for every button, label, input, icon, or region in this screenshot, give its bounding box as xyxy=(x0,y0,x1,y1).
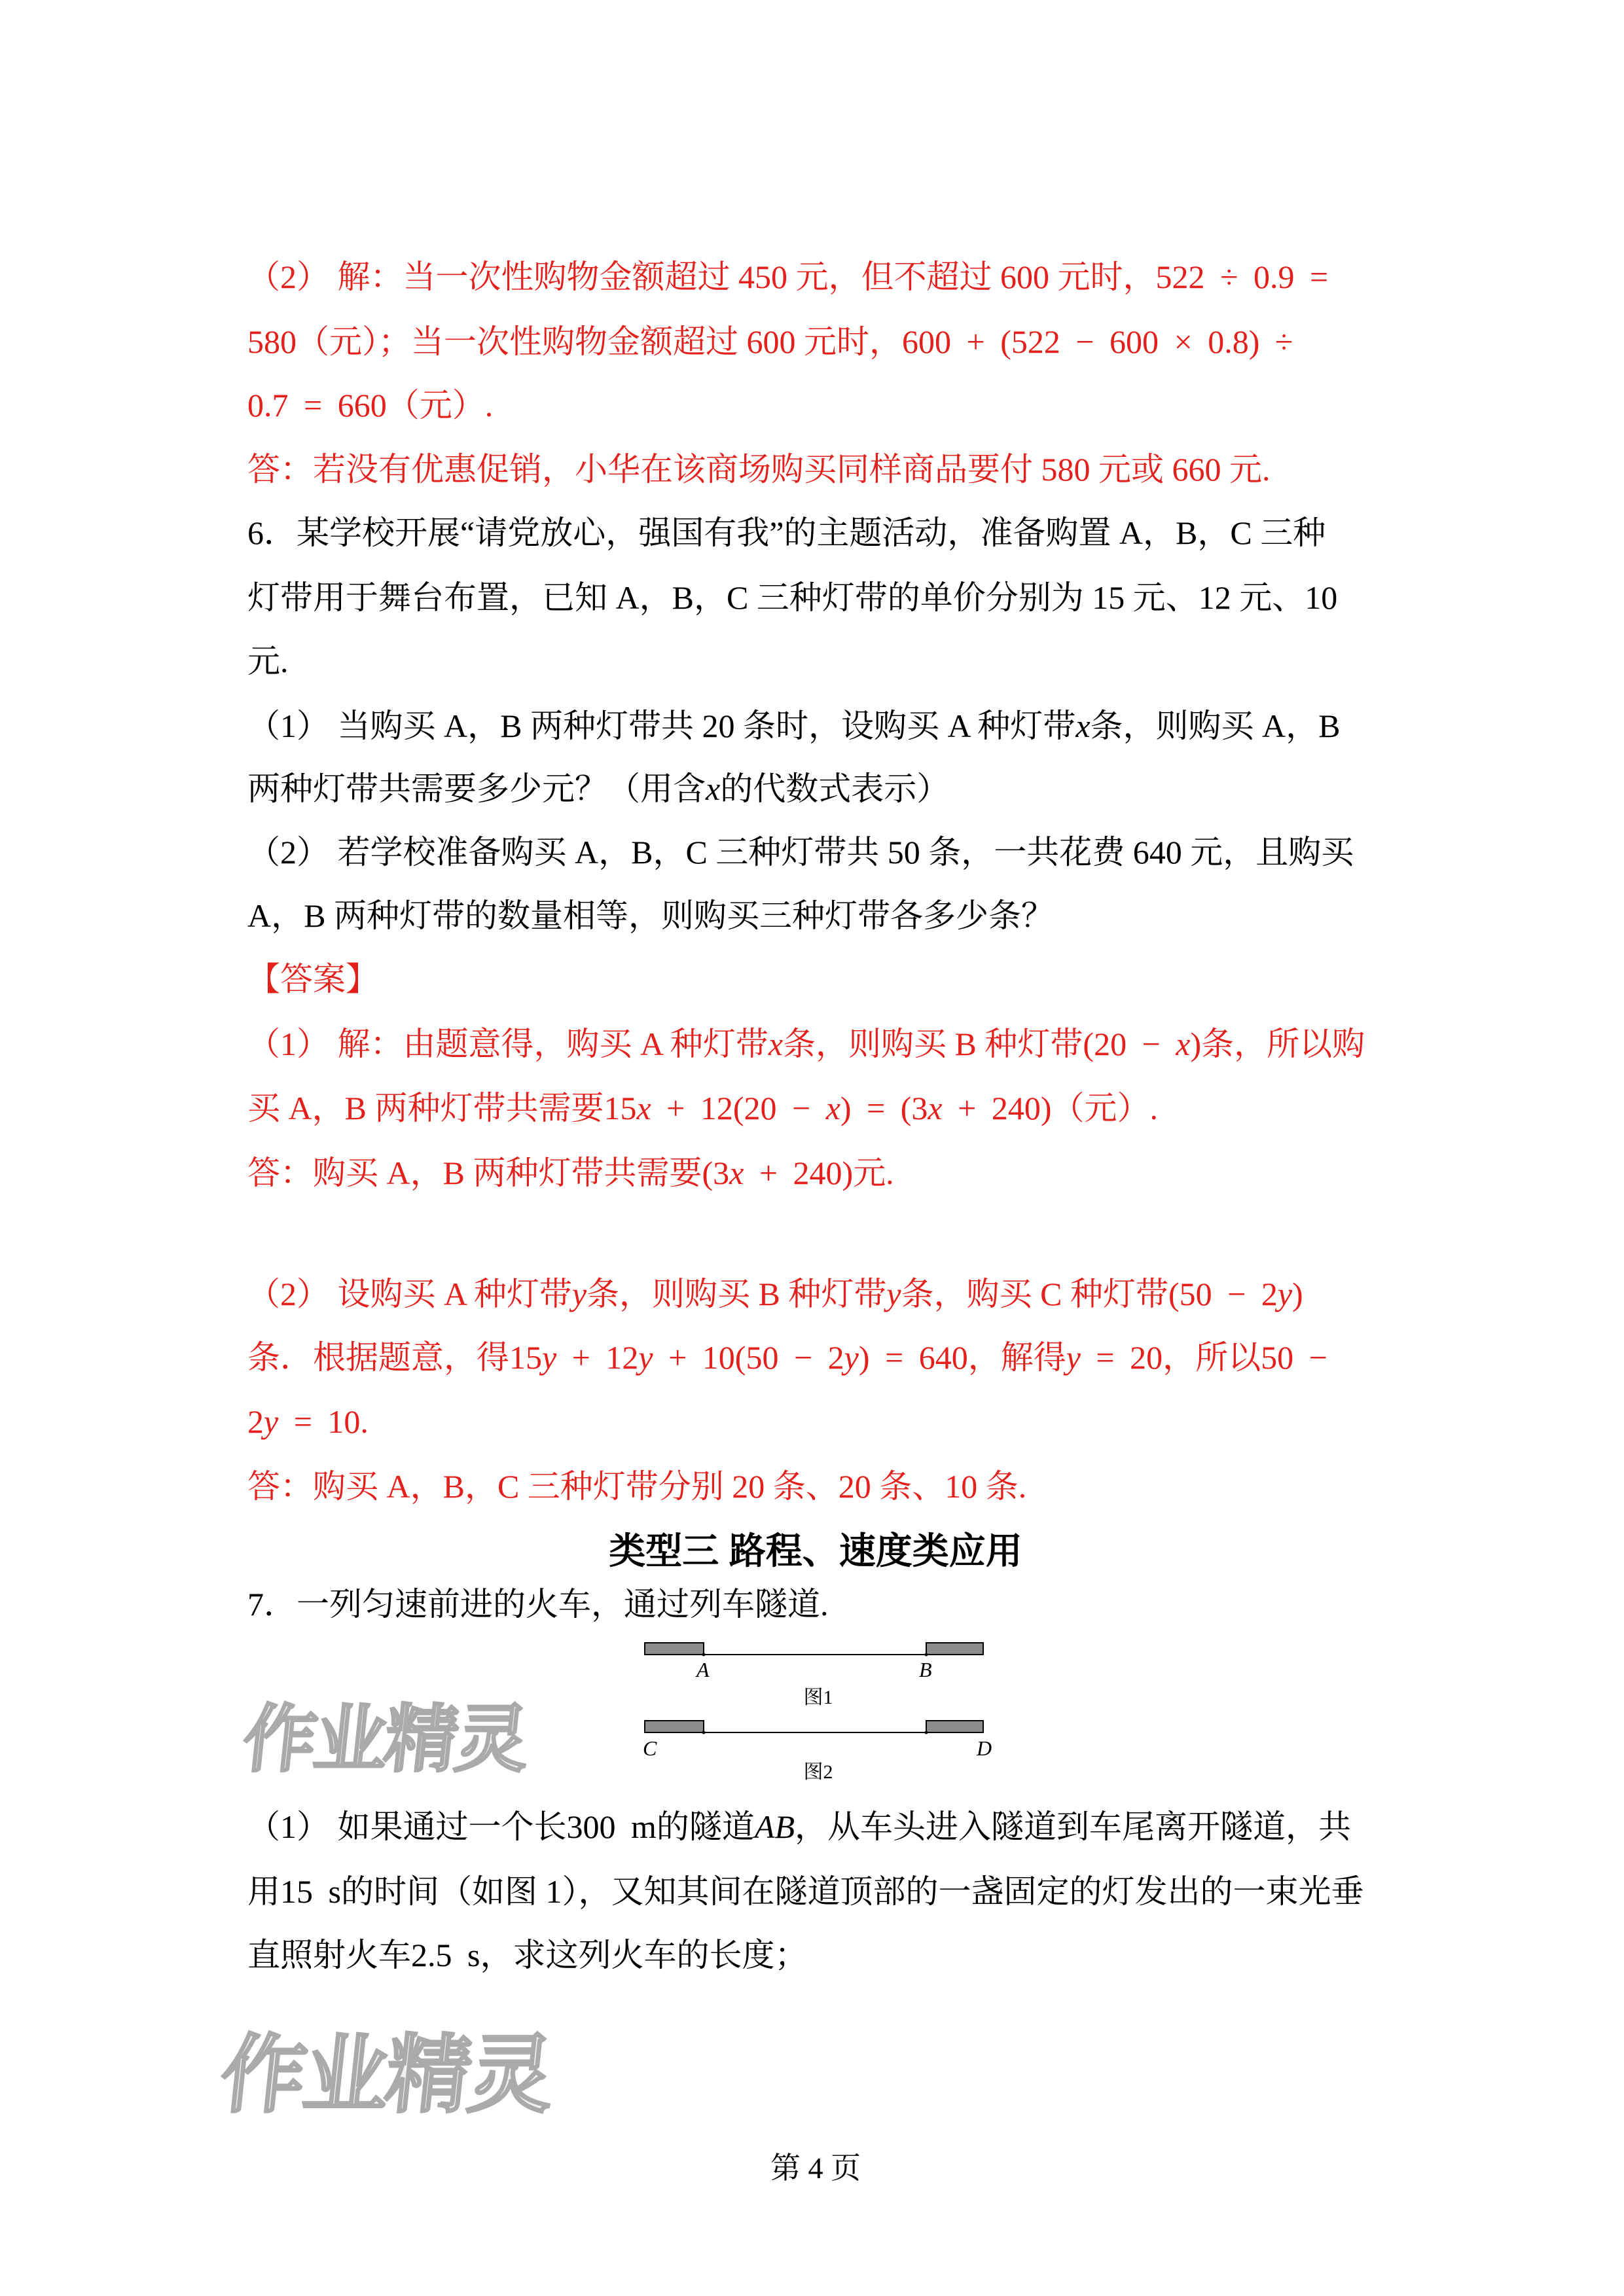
variable-ab: AB xyxy=(754,1808,795,1845)
question-text: （1） 如果通过一个长 xyxy=(247,1808,567,1845)
fig2-label-d: D xyxy=(977,1736,992,1760)
q6-stem-line-1 xyxy=(247,513,1326,552)
solution-text: 条，则购买 B 种灯带 xyxy=(783,1026,1083,1062)
fig2-mid-point-right xyxy=(925,1731,928,1734)
math-expression: 15 xyxy=(509,1339,542,1376)
q7-stem xyxy=(247,1585,829,1624)
watermark-logo: 作业精灵 xyxy=(239,1697,531,1782)
math-quantity: 300 m xyxy=(566,1808,657,1845)
question-text: （1） 当购买 A，B 两种灯带共 20 条时，设购买 A 种灯带 xyxy=(247,708,1076,744)
variable-y: y xyxy=(542,1339,557,1376)
q6-part1-line-1 xyxy=(247,706,1340,745)
answer-text: 元. xyxy=(853,1155,894,1191)
fig2-label-c: C xyxy=(643,1736,657,1760)
math-expression: 0.7 = 660 xyxy=(247,387,387,423)
answer-text: 答：购买 A，B，C 三种灯带分别 20 条、20 条、10 条. xyxy=(247,1468,1027,1505)
solution-part2-line-1 xyxy=(247,257,1328,296)
math-expression: + 10(50 − 2 xyxy=(653,1339,844,1376)
solution-text: 条，购买 C 种灯带 xyxy=(901,1276,1168,1312)
solution-text: 条，则购买 B 种灯带 xyxy=(586,1276,887,1312)
question-text: 6．某学校开展“请党放心，强国有我”的主题活动，准备购置 A，B，C 三种 xyxy=(247,514,1326,551)
math-expression: 580 xyxy=(247,323,297,360)
q6-part1-line-2 xyxy=(247,769,949,808)
question-text: 的时间（如图 1），又知其间在隧道顶部的一盏固定的灯发出的一束光垂 xyxy=(340,1873,1364,1910)
q6-solution1-answer xyxy=(247,1153,894,1193)
question-text: A，B 两种灯带的数量相等，则购买三种灯带各多少条？ xyxy=(247,897,1054,934)
variable-y: y xyxy=(1277,1276,1293,1312)
math-expression: = 10 xyxy=(278,1403,361,1440)
question-text: 灯带用于舞台布置，已知 A，B，C 三种灯带的单价分别为 15 元、12 元、10 xyxy=(247,579,1338,616)
fig1-label-b: B xyxy=(919,1658,932,1681)
variable-y: y xyxy=(1066,1339,1081,1376)
q7-part1-line-1 xyxy=(247,1807,1351,1846)
q6-solution2-line-2 xyxy=(247,1338,1327,1377)
math-expression: 600 + (522 − 600 × 0.8) ÷ xyxy=(902,323,1293,360)
figure-1 xyxy=(645,1643,983,1708)
math-expression: ) = (3 xyxy=(840,1090,928,1126)
variable-x: x xyxy=(729,1155,744,1191)
math-expression: + 12(20 − xyxy=(651,1090,826,1126)
question-text: 7．一列匀速前进的火车，通过列车隧道. xyxy=(247,1586,829,1623)
question-text: 的隧道 xyxy=(656,1808,755,1845)
variable-y: y xyxy=(886,1276,901,1312)
variable-x: x xyxy=(825,1090,840,1126)
fig1-point-b xyxy=(925,1653,928,1657)
math-expression: (3 xyxy=(702,1155,730,1191)
answer-text: 答：购买 A，B 两种灯带共需要 xyxy=(247,1155,702,1191)
page-number: 第 4 页 xyxy=(770,2151,861,2185)
solution-part2-line-2 xyxy=(247,322,1293,361)
solution-part2-answer xyxy=(247,450,1271,489)
solution-text: （元）；当一次性购物金额超过 600 元时， xyxy=(297,323,902,360)
solution-text: （元）. xyxy=(386,387,494,423)
solution-text: （元）. xyxy=(1051,1090,1158,1126)
q6-stem-line-3 xyxy=(247,641,289,681)
variable-x: x xyxy=(706,770,721,807)
fig1-left-bar xyxy=(645,1643,704,1655)
q6-solution1-line-2 xyxy=(247,1088,1158,1128)
variable-y: y xyxy=(571,1276,587,1312)
answer-label-text: 【答案】 xyxy=(247,961,378,997)
variable-y: y xyxy=(638,1339,653,1376)
solution-text: 条．根据题意，得 xyxy=(247,1339,509,1376)
q7-part1-line-2 xyxy=(247,1872,1363,1911)
question-text: 元. xyxy=(247,643,289,679)
math-expression: = 20 xyxy=(1080,1339,1163,1376)
solution-text: ，所以 xyxy=(1163,1339,1261,1376)
question-text: 用 xyxy=(247,1873,280,1910)
q6-solution1-line-1 xyxy=(247,1024,1365,1064)
math-expression: 2 xyxy=(247,1403,264,1440)
variable-y: y xyxy=(844,1339,859,1376)
fig2-mid-point-left xyxy=(702,1731,706,1734)
solution-text: . xyxy=(360,1403,369,1440)
question-text: 条，则购买 A，B xyxy=(1090,708,1341,744)
fig2-caption: 图2 xyxy=(803,1761,833,1783)
question-text: 直照射火车 xyxy=(247,1937,411,1973)
question-text: ，从车头进入隧道到车尾离开隧道，共 xyxy=(795,1808,1351,1845)
fig1-label-a: A xyxy=(696,1658,710,1681)
q6-part2-line-1 xyxy=(247,833,1354,872)
fig1-point-a xyxy=(702,1653,706,1657)
q6-part2-line-2 xyxy=(247,896,1054,935)
variable-y: y xyxy=(264,1403,279,1440)
math-expression: + 240) xyxy=(942,1090,1052,1126)
math-expression: + 12 xyxy=(556,1339,639,1376)
fig1-caption: 图1 xyxy=(803,1687,833,1708)
solution-text: （1） 解：由题意得，购买 A 种灯带 xyxy=(247,1026,768,1062)
answer-text: 答：若没有优惠促销，小华在该商场购买同样商品要付 580 元或 660 元. xyxy=(247,451,1271,488)
solution-part2-line-3 xyxy=(247,386,493,425)
solution-text: 条，所以购 xyxy=(1201,1026,1365,1062)
math-expression: (20 − xyxy=(1083,1026,1176,1062)
tunnel-figure xyxy=(628,1630,1008,1787)
q6-solution2-line-1 xyxy=(247,1274,1303,1314)
variable-x: x xyxy=(1176,1026,1191,1062)
math-expression: 15 xyxy=(604,1090,637,1126)
math-quantity: 2.5 s xyxy=(411,1937,480,1973)
math-expression: (50 − 2 xyxy=(1168,1276,1278,1312)
question-text: ，求这列火车的长度； xyxy=(480,1937,808,1973)
fig2-left-bar xyxy=(645,1721,704,1732)
math-expression: ) xyxy=(1292,1276,1303,1312)
q6-stem-line-2 xyxy=(247,578,1337,617)
q7-part1-line-3 xyxy=(247,1935,807,1975)
answer-label xyxy=(247,960,378,999)
fig1-right-bar xyxy=(926,1643,983,1655)
variable-x: x xyxy=(768,1026,784,1062)
figure-2 xyxy=(643,1721,992,1783)
solution-text: （2） 解：当一次性购物金额超过 450 元，但不超过 600 元时， xyxy=(247,259,1156,295)
math-expression: 522 ÷ 0.9 = xyxy=(1155,259,1329,295)
solution-text: 买 A，B 两种灯带共需要 xyxy=(247,1090,604,1126)
math-expression: ) xyxy=(1190,1026,1202,1062)
math-expression: 50 − xyxy=(1261,1339,1327,1376)
variable-x: x xyxy=(1075,708,1091,744)
section-heading: 类型三 路程、速度类应用 xyxy=(609,1530,1022,1571)
fig2-right-bar xyxy=(926,1721,983,1732)
solution-text: （2） 设购买 A 种灯带 xyxy=(247,1276,572,1312)
math-expression: + 240) xyxy=(744,1155,854,1191)
math-quantity: 15 s xyxy=(280,1873,341,1910)
watermark-logo: 作业精灵 xyxy=(216,2025,557,2125)
solution-text: ，解得 xyxy=(967,1339,1066,1376)
question-text: （2） 若学校准备购买 A，B，C 三种灯带共 50 条，一共花费 640 元，且购买 xyxy=(247,834,1354,870)
variable-x: x xyxy=(928,1090,943,1126)
question-text: 两种灯带共需要多少元？（用含 xyxy=(247,770,706,807)
q6-solution2-answer xyxy=(247,1467,1026,1506)
math-expression: ) = 640 xyxy=(858,1339,968,1376)
q6-solution2-line-3 xyxy=(247,1402,369,1441)
variable-x: x xyxy=(636,1090,651,1126)
question-text: 的代数式表示） xyxy=(720,770,950,807)
